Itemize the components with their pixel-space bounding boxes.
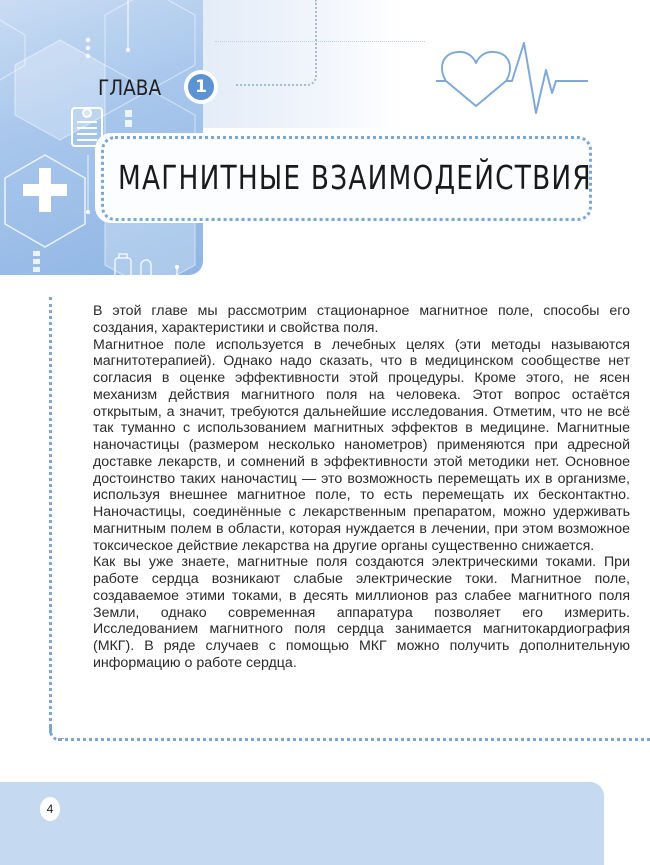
paragraph: В этой главе мы рассмотрим стационарное магнитное поле, способы его создания, характеристики и свойства поля. (93, 303, 630, 336)
content-frame-border (49, 297, 52, 733)
chapter-number-badge: 1 (184, 70, 218, 104)
chapter-title: МАГНИТНЫЕ ВЗАИМОДЕЙСТВИЯ (118, 158, 592, 197)
chapter-label: ГЛАВА (98, 76, 162, 100)
paragraph: Магнитное поле используется в лечебных целях (эти методы называются магнитотерапией). Однако надо сказать, что в медицинском сообществе нет согласия в оценке эффективности этой процедуры. Кроме этого, не ясен механизм действия магнитного поля на человека. Этот вопрос остаётся открытым, а значит, требуются дальнейшие исследования. Отметим, что не всё так туманно с использованием магнитных эффектов в медицине. Магнитные наночастицы (размером несколько нанометров) применяются при адресной доставке лекарств, и сомнений в эффективности этой методики нет. Основное достоинство таких наночастиц — это возможность перемещать их в организме, используя внешнее магнитное поле, то есть перемещать их бесконтактно. Наночастицы, соединённые с лекарственным препаратом, можно удерживать магнитным полем в области, которая нуждается в лечении, при этом возможное токсическое действие лекарства на другие органы существенно снижается. (93, 336, 630, 554)
heartbeat-icon (436, 38, 596, 118)
page-number: 4 (40, 797, 60, 821)
medical-cross-icon (23, 168, 67, 212)
decor-dotted-corner (235, 0, 317, 86)
chapter-body (93, 303, 630, 672)
paragraph: Как вы уже знаете, магнитные поля создаются электрическими токами. При работе сердца возникают слабые электрические токи. Магнитное поле, создаваемое этими токами, в десять миллионов раз слабее магнитного поля Земли, однако современная аппаратура позволяет его измерить. Исследованием магнитного поля сердца занимается магнитокардиография (МКГ). В ряде случаев с помощью МКГ можно получить дополнительную информацию о работе сердца. (93, 554, 630, 671)
footer-band (0, 782, 604, 865)
content-frame-border-bottom (58, 738, 650, 741)
